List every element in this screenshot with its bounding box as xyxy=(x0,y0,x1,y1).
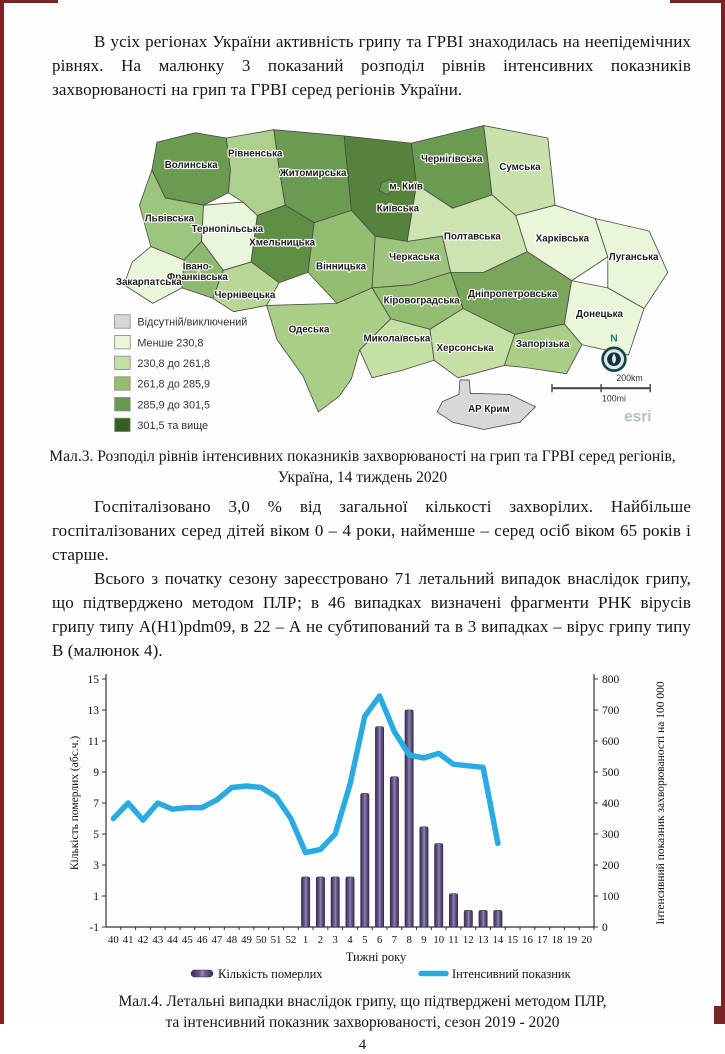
x-tick-label-17: 17 xyxy=(536,934,548,946)
left-tick-label: 11 xyxy=(87,735,99,748)
x-tick-label-41: 41 xyxy=(122,934,134,946)
x-tick-label-8: 8 xyxy=(406,934,412,946)
right-axis-title: Інтенсивний показник захворюваності на 100 000 xyxy=(655,681,667,925)
map-label-dnipropetrovska: Дніпропетровська xyxy=(468,289,558,301)
deaths-intensity-chart xyxy=(66,669,688,989)
map-label-chernihivska: Чернігівська xyxy=(420,153,483,165)
right-tick-label: 100 xyxy=(602,890,620,903)
map-legend-swatch-3 xyxy=(115,377,131,390)
deaths-bar-week-13 xyxy=(479,910,487,927)
map-legend-swatch-4 xyxy=(115,397,131,410)
map-label-mykolaivska: Миколаївська xyxy=(363,333,431,345)
x-tick-label-13: 13 xyxy=(477,934,489,946)
fig4-chart-figure xyxy=(66,669,688,989)
x-tick-label-46: 46 xyxy=(196,934,208,946)
left-tick-label: 5 xyxy=(93,828,99,841)
map-label-odeska: Одеська xyxy=(288,324,330,336)
x-tick-label-52: 52 xyxy=(285,934,297,946)
map-label-ternopilska: Тернопільська xyxy=(191,224,264,236)
x-tick-label-6: 6 xyxy=(376,934,383,946)
map-label-volynska: Волинська xyxy=(164,159,218,171)
deaths-bar-week-3 xyxy=(331,877,339,927)
left-tick-label: 15 xyxy=(87,673,99,686)
x-axis-title: Тижні року xyxy=(345,950,407,964)
x-tick-label-7: 7 xyxy=(391,934,398,946)
x-tick-label-42: 42 xyxy=(137,934,149,946)
x-tick-label-15: 15 xyxy=(507,934,519,946)
map-label-ivano-frankivska: Івано- xyxy=(182,261,213,273)
right-tick-label: 600 xyxy=(602,735,620,748)
map-label-kyiv-city: м. Київ xyxy=(389,181,423,193)
left-tick-label: 7 xyxy=(93,797,99,810)
fig3-caption-line1: Мал.3. Розподіл рівнів інтенсивних показників захворюваності на грип та ГРВІ серед регіонів, xyxy=(49,448,676,465)
map-scale-mi-label: 100mi xyxy=(602,393,626,404)
deaths-bar-week-4 xyxy=(346,877,354,927)
map-label-zhytomyrska: Житомирська xyxy=(279,168,347,180)
x-tick-label-43: 43 xyxy=(152,934,164,946)
legend-bar-swatch xyxy=(191,970,213,977)
paragraph-hospitalized: Госпіталізовано 3,0 % від загальної кількості захворілих. Найбільше госпіталізованих серед дітей віком 0 – 4 роки, найменше – серед осіб віком 65 років і старше. xyxy=(52,497,691,564)
x-tick-label-45: 45 xyxy=(181,934,193,946)
left-tick-label: 9 xyxy=(93,766,99,779)
map-legend-label-2: 230,8 до 261,8 xyxy=(137,357,211,370)
map-label-khmelnytska: Хмельницька xyxy=(249,237,316,249)
x-tick-label-2: 2 xyxy=(317,934,324,946)
deaths-bar-week-1 xyxy=(301,877,309,927)
map-legend-swatch-5 xyxy=(115,418,131,431)
map-legend-swatch-1 xyxy=(115,335,131,348)
compass-north-label: N xyxy=(610,333,618,345)
map-legend-label-5: 301,5 та вище xyxy=(137,420,209,433)
x-tick-label-14: 14 xyxy=(492,934,504,946)
x-tick-label-16: 16 xyxy=(522,934,533,946)
esri-watermark: esri xyxy=(623,408,652,426)
deaths-bar-week-6 xyxy=(375,727,383,927)
map-label-luhanska: Луганська xyxy=(608,251,659,263)
map-label-khersonska: Херсонська xyxy=(436,342,494,354)
map-label-ivano-frankivska: Франківська xyxy=(166,272,228,284)
deaths-bar-week-12 xyxy=(464,910,472,927)
x-tick-label-51: 51 xyxy=(270,934,282,946)
legend-line-label: Інтенсивний показник xyxy=(452,967,571,981)
x-tick-label-1: 1 xyxy=(302,934,309,946)
x-tick-label-44: 44 xyxy=(167,934,178,946)
page-border-bottom-right xyxy=(714,1006,725,1024)
map-label-lvivska: Львівська xyxy=(144,213,195,225)
legend-bar-label: Кількість померлих xyxy=(218,967,323,981)
right-tick-label: 700 xyxy=(602,704,620,717)
x-tick-label-20: 20 xyxy=(581,934,593,946)
x-tick-label-9: 9 xyxy=(421,934,427,946)
deaths-bar-week-2 xyxy=(316,877,324,927)
left-tick-label: 13 xyxy=(87,704,99,717)
page-border-top-right xyxy=(670,0,725,3)
map-scale-km-label: 200km xyxy=(616,372,643,383)
x-tick-label-40: 40 xyxy=(107,934,119,946)
map-label-kharkivska: Харківська xyxy=(535,233,589,245)
left-tick-label: -1 xyxy=(89,921,99,934)
x-tick-label-48: 48 xyxy=(226,934,238,946)
map-label-donetska: Донецька xyxy=(576,308,623,320)
map-label-zaporizka: Запорізька xyxy=(515,338,570,350)
map-label-zakarpatska: Закарпатська xyxy=(115,276,182,288)
left-axis-title: Кількість померлих (абс.ч.) xyxy=(69,735,81,871)
map-label-kirovohradska: Кіровоградська xyxy=(383,295,460,307)
deaths-bar-week-9 xyxy=(420,827,428,927)
right-tick-label: 200 xyxy=(602,859,620,872)
deaths-bar-week-7 xyxy=(390,777,398,927)
map-label-kyivska: Київська xyxy=(376,203,420,215)
map-label-vinnytska: Вінницька xyxy=(316,261,367,273)
map-label-poltavska: Полтавська xyxy=(443,231,501,243)
deaths-bar-week-10 xyxy=(435,844,443,928)
map-legend-label-0: Відсутній/виключений xyxy=(137,316,248,329)
map-label-sumska: Сумська xyxy=(499,162,541,174)
fig4-caption-line1: Мал.4. Летальні випадки внаслідок грипу, що підтверджені методом ПЛР, xyxy=(118,993,607,1010)
map-label-rivnenska: Рівненська xyxy=(228,148,283,160)
fig3-caption xyxy=(30,446,695,488)
fig3-caption-line2: Україна, 14 тиждень 2020 xyxy=(277,469,448,486)
fig4-caption xyxy=(30,991,695,1033)
x-tick-label-4: 4 xyxy=(347,934,353,946)
intensity-line xyxy=(113,696,498,853)
right-tick-label: 500 xyxy=(602,766,620,779)
left-tick-label: 1 xyxy=(93,890,99,903)
ukraine-choropleth-map xyxy=(100,108,700,444)
page-border-right xyxy=(721,0,725,1024)
ukraine-map-figure xyxy=(100,108,700,444)
page-border-top-left xyxy=(0,0,58,3)
x-tick-label-12: 12 xyxy=(462,934,474,946)
x-tick-label-50: 50 xyxy=(255,934,267,946)
map-legend-swatch-0 xyxy=(115,315,131,328)
page-border-left xyxy=(0,0,4,1024)
deaths-bar-week-5 xyxy=(361,793,369,927)
right-tick-label: 800 xyxy=(602,673,620,686)
right-tick-label: 0 xyxy=(602,921,608,934)
map-legend-swatch-2 xyxy=(115,356,131,369)
x-tick-label-11: 11 xyxy=(448,934,459,946)
x-tick-label-49: 49 xyxy=(241,934,252,946)
map-label-ar-krym: АР Крим xyxy=(468,403,510,415)
x-tick-label-10: 10 xyxy=(433,934,445,946)
left-tick-label: 3 xyxy=(93,859,99,872)
map-label-chernivetska: Чернівецька xyxy=(214,290,276,302)
deaths-bar-week-11 xyxy=(449,894,457,927)
map-label-cherkaska: Черкаська xyxy=(389,251,440,263)
deaths-bar-week-14 xyxy=(494,910,502,927)
x-tick-label-5: 5 xyxy=(362,934,368,946)
x-tick-label-19: 19 xyxy=(566,934,578,946)
x-tick-label-47: 47 xyxy=(211,934,223,946)
x-tick-label-3: 3 xyxy=(332,934,338,946)
fig4-caption-line2: та інтенсивний показник захворюваності, сезон 2019 - 2020 xyxy=(165,1014,560,1031)
map-legend-label-1: Менше 230,8 xyxy=(137,337,204,350)
right-tick-label: 300 xyxy=(602,828,620,841)
map-legend-label-4: 285,9 до 301,5 xyxy=(137,399,211,412)
right-tick-label: 400 xyxy=(602,797,620,810)
deaths-bar-week-8 xyxy=(405,710,413,927)
x-tick-label-18: 18 xyxy=(551,934,563,946)
paragraph-lethal-cases: Всього з початку сезону зареєстровано 71 летальний випадок внаслідок грипу, що підтверджено методом ПЛР; в 46 випадках визначені фрагменти РНК вірусів грипу типу A(H1)pdm09, в 22 – А не субтипований та в 3 випадках – вірус грипу типу В (малюнок 4). xyxy=(52,569,691,660)
map-legend-label-3: 261,8 до 285,9 xyxy=(137,378,211,391)
page-number: 4 xyxy=(358,1037,367,1053)
paragraph-intro: В усіх регіонах України активність грипу та ГРВІ знаходилась на неепідемічних рівнях. На малюнку 3 показаний розподіл рівнів інтенсивних показників захворюваності на грип та ГРВІ серед регіонів України. xyxy=(52,32,691,99)
